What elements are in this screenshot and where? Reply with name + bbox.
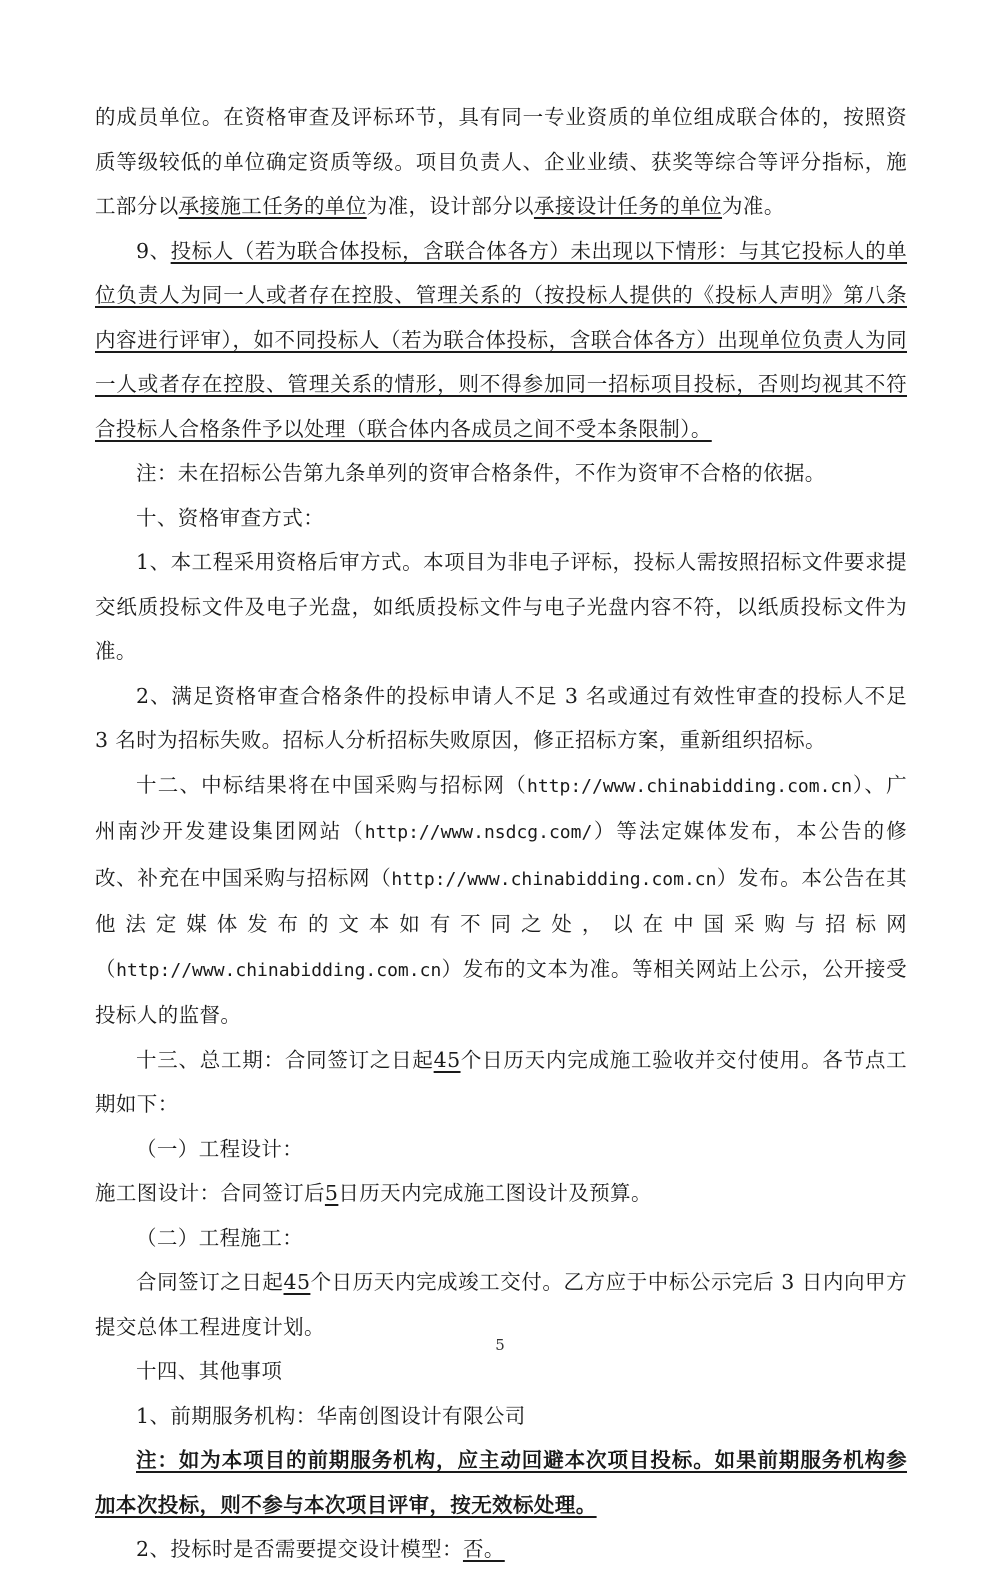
paragraph-condition-9: 9、投标人（若为联合体投标，含联合体各方）未出现以下情形：与其它投标人的单位负责人为同一人或者存在控股、管理关系的（按投标人提供的《投标人声明》第八条内容进行评审），如不同投标人（若为联合体投标，含联合体各方）出现单位负责人为同一人或者存在控股、管理关系的情形，则不得参加同一招标项目投标，否则均视其不符合投标人合格条件予以处理（联合体内各成员之间不受本条限制）。	[95, 238, 908, 441]
paragraph-consortium-qualification: 的成员单位。在资格审查及评标环节，具有同一专业资质的单位组成联合体的，按照资质等级较低的单位确定资质等级。项目负责人、企业业绩、获奖等综合等评分指标，施工部分以承接施工任务的单位为准，设计部分以承接设计任务的单位为准。	[95, 105, 907, 218]
underlined-construction-unit: 承接施工任务的单位	[178, 194, 367, 218]
paragraph-note-qualification: 注：未在招标公告第九条单列的资审合格条件，不作为资审不合格的依据。	[136, 461, 826, 485]
url-chinabidding: http://www.chinabidding.com.cn	[526, 775, 853, 797]
paragraph-design-model-required: 2、投标时是否需要提交设计模型：否。	[136, 1537, 505, 1561]
paragraph-review-item-2: 2、满足资格审查合格条件的投标申请人不足 3 名或通过有效性审查的投标人不足 3 名时为招标失败。招标人分析招标失败原因，修正招标方案，重新组织招标。	[95, 683, 907, 752]
page-number: 5	[495, 1336, 505, 1354]
heading-engineering-construction: （二）工程施工：	[136, 1225, 304, 1250]
underlined-design-days: 5	[324, 1181, 339, 1205]
underlined-design-unit: 承接设计任务的单位	[533, 194, 723, 218]
paragraph-total-duration: 十三、总工期：合同签订之日起45个日历天内完成施工验收并交付使用。各节点工期如下：	[95, 1047, 907, 1116]
underlined-duration-days: 45	[433, 1047, 461, 1072]
underlined-condition-9-text: 投标人（若为联合体投标，含联合体各方）未出现以下情形：与其它投标人的单位负责人为同一人或者存在控股、管理关系的（按投标人提供的《投标人声明》第八条内容进行评审），如不同投标人（若为联合体投标，含联合体各方）出现单位负责人为同一人或者存在控股、管理关系的情形，则不得参加同一招标项目投标，否则均视其不符合投标人合格条件予以处理（联合体内各成员之间不受本条限制）。	[95, 238, 908, 441]
heading-qualification-review-method: 十、资格审查方式：	[136, 505, 325, 530]
paragraph-preliminary-service-agency: 1、前期服务机构：华南创图设计有限公司	[136, 1403, 526, 1428]
paragraph-drawing-design: 施工图设计：合同签订后5日历天内完成施工图设计及预算。	[95, 1181, 652, 1205]
paragraph-construction-duration: 合同签订之日起45个日历天内完成竣工交付。乙方应于中标公示完后 3 日内向甲方提交总体工程进度计划。	[95, 1270, 907, 1339]
heading-other-matters: 十四、其他事项	[136, 1359, 283, 1383]
underlined-model-answer: 否。	[462, 1537, 505, 1561]
paragraph-review-item-1: 1、本工程采用资格后审方式。本项目为非电子评标，投标人需按照招标文件要求提交纸质投标文件及电子光盘，如纸质投标文件与电子光盘内容不符，以纸质投标文件为准。	[95, 550, 907, 663]
url-nsdcg: http://www.nsdcg.com/	[364, 822, 593, 843]
paragraph-avoidance-note: 注：如为本项目的前期服务机构，应主动回避本次项目投标。如果前期服务机构参加本次投标，则不参与本次项目评审，按无效标处理。	[95, 1448, 907, 1517]
url-chinabidding: http://www.chinabidding.com.cn	[391, 868, 717, 890]
heading-engineering-design: （一）工程设计：	[136, 1136, 304, 1161]
agency-name: 华南创图设计有限公司	[316, 1403, 526, 1428]
url-chinabidding: http://www.chinabidding.com.cn	[116, 959, 442, 981]
underlined-construction-days: 45	[283, 1270, 311, 1294]
paragraph-bid-result-publication: 十二、中标结果将在中国采购与招标网（http://www.chinabidding.com.cn）、广州南沙开发建设集团网站（http://www.nsdcg.com/）等法定媒体发布，本公告的修改、补充在中国采购与招标网（http://www.chinabidding.com.cn）发布。本公告在其他法定媒体发布的文本如有不同之处，以在中国采购与招标网（http://www.chinabidding.com.cn）发布的文本为准。等相关网站上公示，公开接受投标人的监督。	[95, 772, 908, 1027]
